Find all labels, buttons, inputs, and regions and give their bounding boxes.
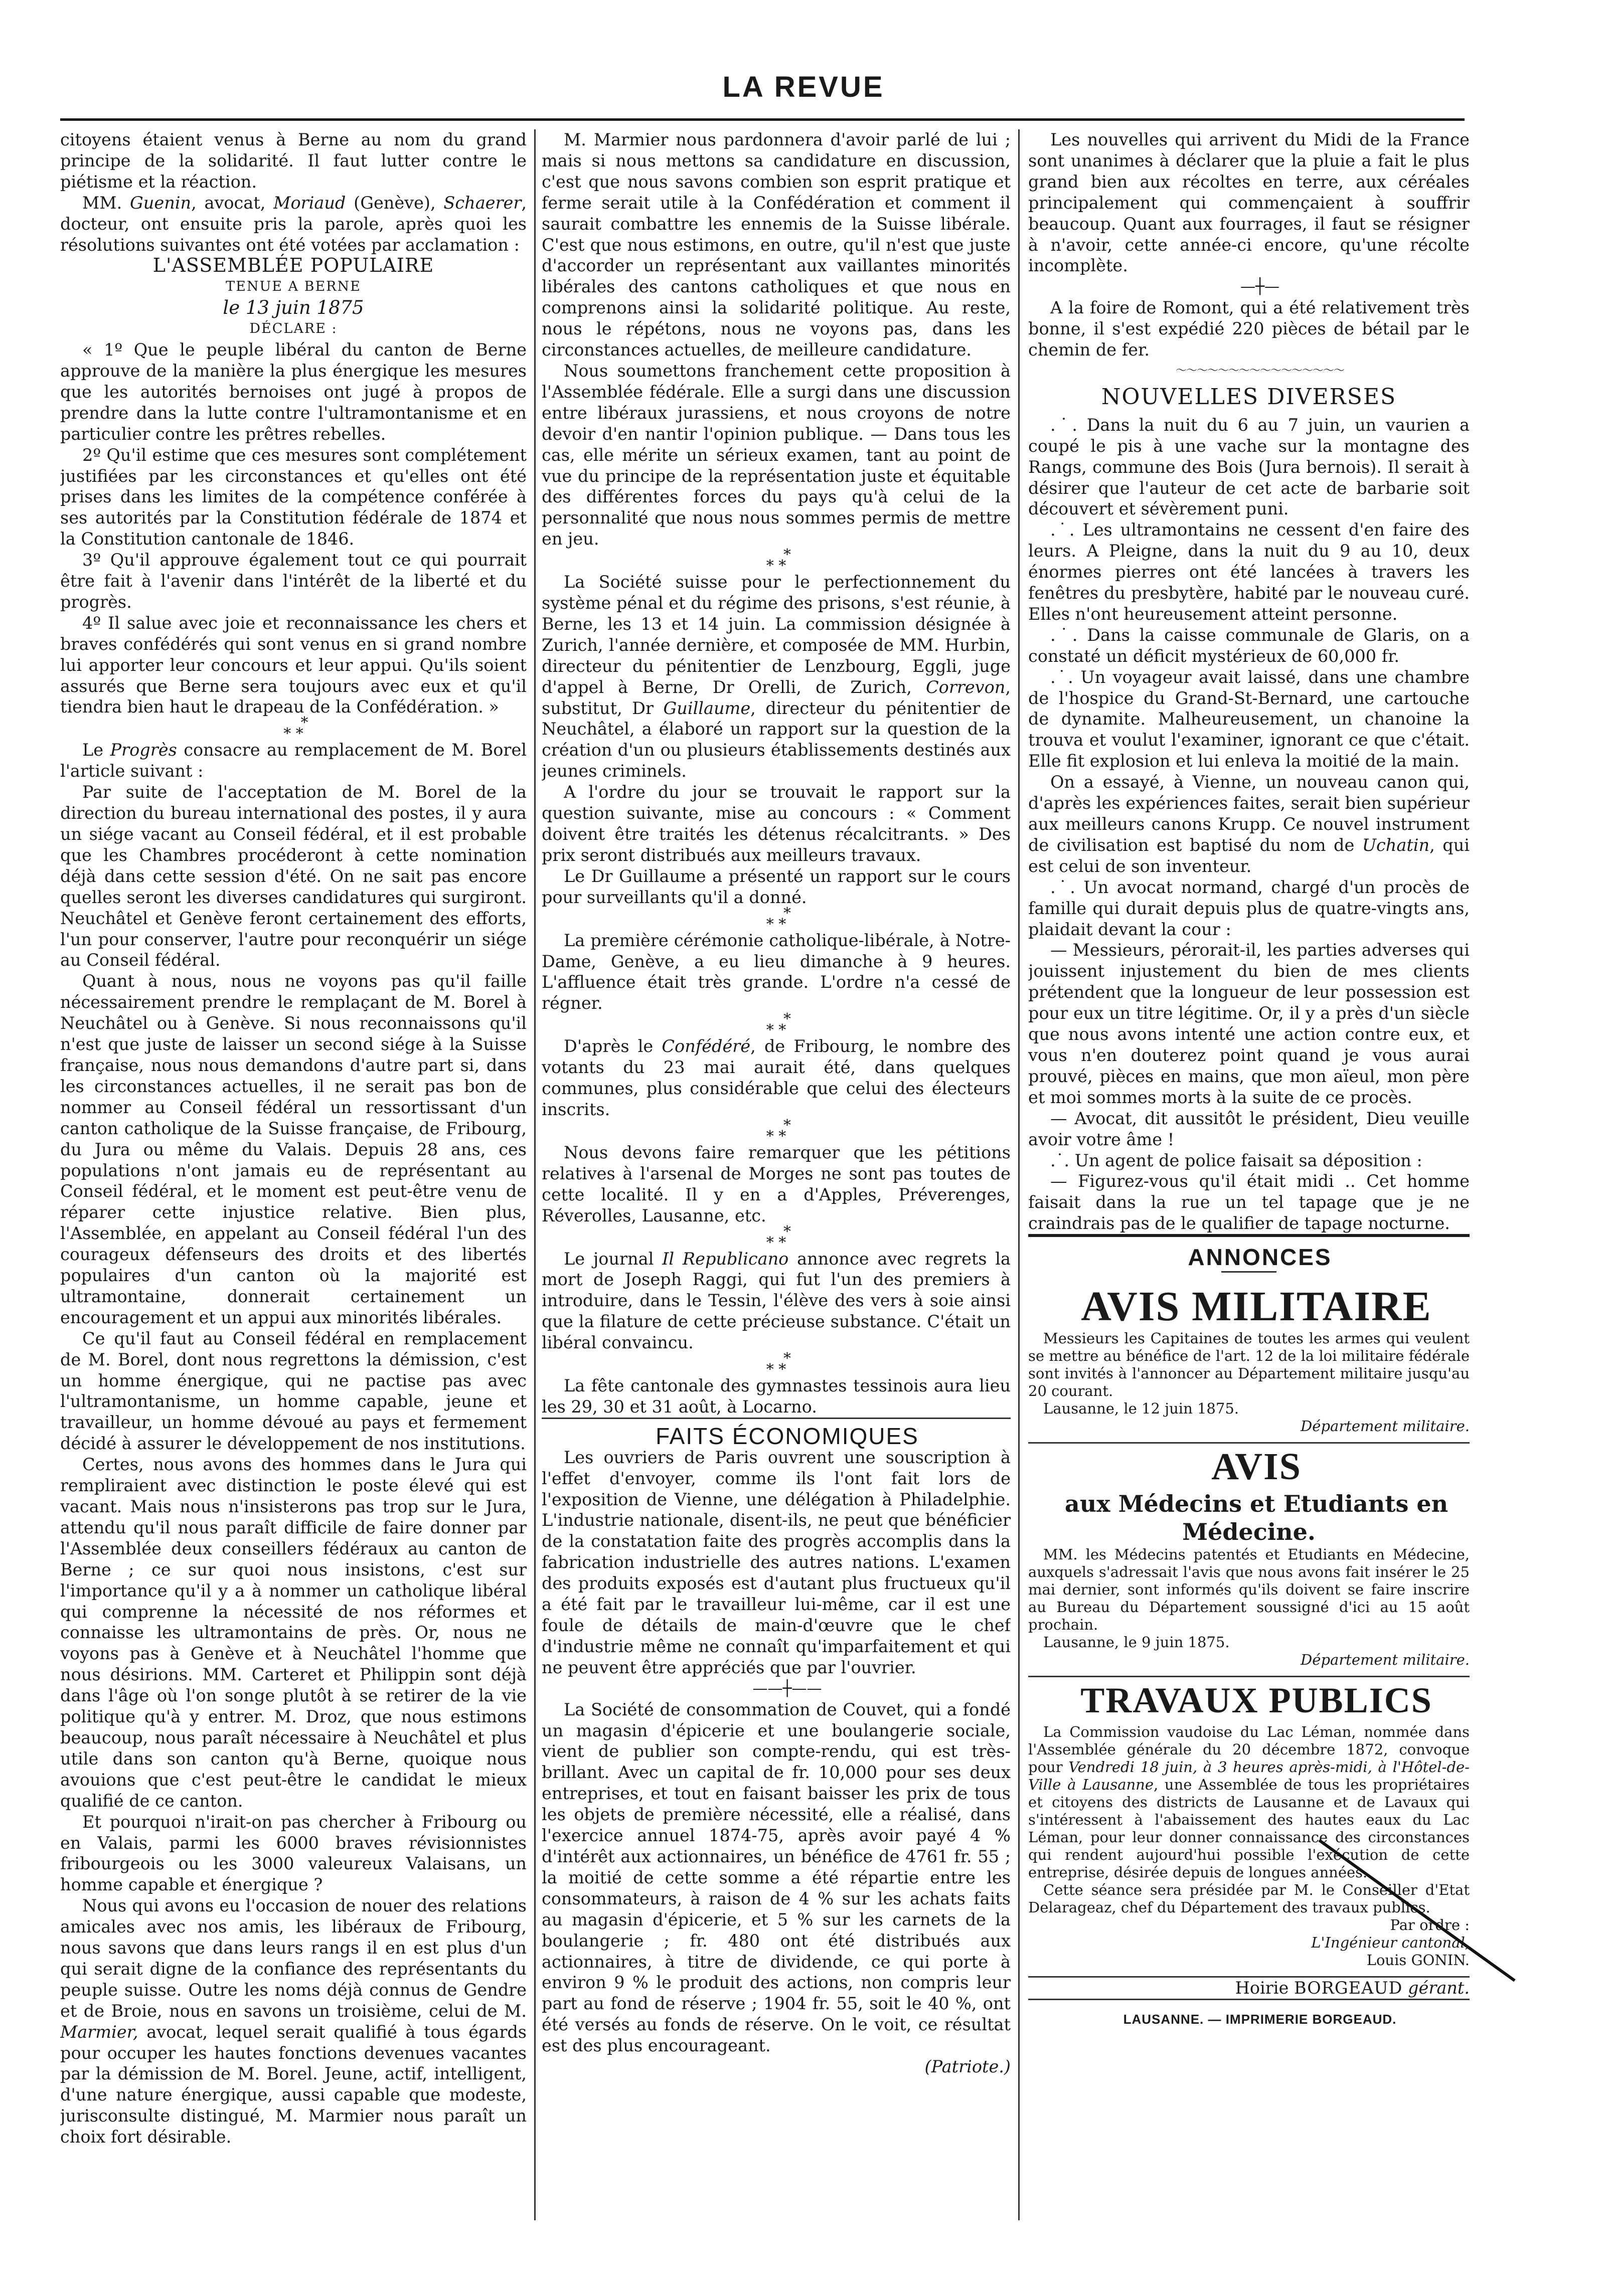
- column-rule-1: [534, 129, 536, 2220]
- assembly-declare: DÉCLARE :: [249, 321, 338, 337]
- ad-signature: Département militaire.: [1301, 1651, 1470, 1669]
- ad-signature-name: Louis GONIN.: [1366, 1952, 1470, 1969]
- news-item: — Messieurs, pérorait-il, les parties adverses qui jouissent injustement du bien de mes clients prétendent que la longueur de leur possession est pour eux un titre légitime. Or, il y a près d'un siècle que nous avons intenté une action contre eux, et vous n'en douterez point quand je vous aurai prouvé, pièces en mains, que mon aïeul, mon père et moi sommes morts à la suite de ce procès.: [1028, 940, 1470, 1107]
- article-text: M. Marmier nous pardonnera d'avoir parlé de lui ; mais si nous mettons sa candidature en discussion, c'est que nous savons combien son esprit pratique et ferme serait utile à la Confédération et comment il saurait combattre les ennemis de la Suisse libérale. C'est que nous estimons, en outre, qu'il n'est que juste d'accorder un représentant aux vaillantes minorités libérales des cantons catholiques et que nous en comprenons ainsi la solidarité politique. Au reste, nous le répétons, nous ne voyons pas, dans les circonstances actuelles, de meilleure candidature.: [542, 130, 1011, 360]
- ad-title: AVIS: [1211, 1446, 1302, 1488]
- section-title-faits-economiques: FAITS ÉCONOMIQUES: [542, 1418, 1011, 1447]
- ad-text: Messieurs les Capitaines de toutes les armes qui veulent se mettre au bénéfice de l'art. 12 de la loi militaire fédérale sont invités à l'annoncer au Département militaire jusqu'au 20 courant.: [1028, 1330, 1470, 1400]
- article-text: La Société suisse pour le perfectionnement du système pénal et du régime des prisons, s'est réunie, à Berne, les 13 et 14 juin. La commission désignée à Zurich, l'année dernière, et composée de MM. Hurbin, directeur du pénitentier de Lenzbourg, Eggli, juge d'appel à Berne, Dr Orelli, de Zurich, Correvon, substitut, Dr Guillaume, directeur du pénitentier de Neuchâtel, a élaboré un rapport sur la question de la création d'un ou plusieurs établissements destinés aux jeunes criminels.: [542, 572, 1011, 781]
- ad-text: Cette séance sera présidée par M. le Conseiller d'Etat Delarageaz, chef du Département des travaux publics.: [1028, 1881, 1470, 1916]
- asterism: * * *: [766, 1350, 791, 1379]
- ad-date: Lausanne, le 12 juin 1875.: [1043, 1400, 1239, 1418]
- ad-title: AVIS MILITAIRE: [1081, 1283, 1432, 1330]
- ad-avis-militaire: [1028, 1284, 1470, 1435]
- news-item: — Figurez-vous qu'il était midi .. Cet homme faisait dans la rue un tel tapage que je ne craindrais pas de le qualifier de tapage nocturne.: [1028, 1171, 1470, 1233]
- article-text: A la foire de Romont, qui a été relativement très bonne, il s'est expédié 220 pièces de bétail par le chemin de fer.: [1028, 298, 1470, 360]
- annonces-title: ANNONCES: [1028, 1234, 1470, 1268]
- article-text: La Société de consommation de Couvet, qui a fondé un magasin d'épicerie et une boulangerie sociale, vient de publier son compte-rendu, qui est très-brillant. Avec un capital de fr. 10,000 pour ses deux entreprises, et tout en faisant baisser les prix de tous les objets de première nécessité, elle a réalisé, dans l'exercice annuel 1874-75, après avoir payé 4 % d'intérêt aux actionnaires, un bénéfice de 4761 fr. 55 ; la moitié de cette somme a été répartie entre les consommateurs, à raison de 4 % sur les achats faits au magasin d'épicerie, et 5 % sur les carnets de la boulangerie ; fr. 480 ont été distribués aux actionnaires, à titre de dividende, ce qui porte à environ 9 % le produit des actions, non compris leur part au fond de réserve ; 1904 fr. 55, soit le 40 %, ont été versés au fonds de réserve. On le voit, ce résultat est des plus encourageant.: [542, 1699, 1011, 2056]
- ad-text: MM. les Médecins patentés et Etudiants en Médecine, auxquels s'adressait l'avis que nous avons fait insérer le 25 mai dernier, sont informés qu'ils doivent se faire inscrire au Bureau du Département soussigné d'ici au 15 août prochain.: [1028, 1546, 1470, 1634]
- resolution: 3º Qu'il approuve également tout ce qui pourrait être fait à l'avenir dans l'intérêt de la liberté et du progrès.: [60, 550, 527, 612]
- column-rule-2: [1018, 129, 1020, 2220]
- annonces-rule: [1221, 1271, 1276, 1273]
- asterism: * * *: [283, 714, 308, 743]
- article-text: MM. Guenin, avocat, Moriaud (Genève), Schaerer, docteur, ont ensuite pris la parole, après quoi les résolutions suivantes ont été votées par acclamation :: [60, 193, 527, 255]
- article-text: A l'ordre du jour se trouvait le rapport sur la question suivante, mise au concours : « Comment doivent être traités les détenus récalcitrants. » Des prix seront distribués aux meilleurs travaux.: [542, 782, 1011, 865]
- article-text: Par suite de l'acceptation de M. Borel de la direction du bureau international des postes, il y aura un siége vacant au Conseil fédéral, et il est probable que les Chambres procéderont à cette nomination déjà dans cette session d'été. On ne sait pas encore quelles seront les diverses candidatures qui surgiront. Neuchâtel et Genève feront certainement des efforts, l'un pour conserver, l'autre pour reconquérir un siége au Conseil fédéral.: [60, 782, 527, 970]
- article-text: Le Dr Guillaume a présenté un rapport sur le cours pour surveillants qu'il a donné.: [542, 866, 1011, 907]
- news-item: — Avocat, dit aussitôt le président, Dieu veuille avoir votre âme !: [1028, 1108, 1470, 1149]
- ad-signature: Département militaire.: [1301, 1418, 1470, 1435]
- article-text: Le Progrès consacre au remplacement de M. Borel l'article suivant :: [60, 740, 527, 781]
- ad-title: TRAVAUX PUBLICS: [1080, 1680, 1432, 1721]
- article-text: Certes, nous avons des hommes dans le Jura qui rempliraient avec distinction le poste élevé qui est vacant. Mais nous n'insisterons pas trop sur le Jura, attendu qu'il nous paraît difficile de faire donner par l'Assemblée deux conseillers fédéraux au canton de Berne ; ce sur quoi nous insistons, c'est sur l'importance qu'il y a à nommer un catholique libéral qui comprenne la nécessité de nos réformes et connaisse les ultramontains de près. Or, nous ne voyons pas à Genève et à Neuchâtel l'homme que nous désirions. MM. Carteret et Philippin sont déjà dans l'âge où l'on songe plutôt à se retirer de la vie politique qu'à y entrer. M. Droz, que nous estimons beaucoup, nous paraît nécessaire à Neuchâtel et plus utile dans son canton qu'à Berne, quoique nous avouions que c'est peut-être le candidat le mieux qualifié de ce canton.: [60, 1455, 527, 1811]
- article-text: La première cérémonie catholique-libérale, à Notre-Dame, Genève, a eu lieu dimanche à 9 heures. L'affluence était très grande. L'ordre n'a cessé de régner.: [542, 930, 1011, 1013]
- ornament-divider: —┼—: [1240, 278, 1280, 296]
- assembly-date: le 13 juin 1875: [223, 297, 364, 319]
- resolution: 2º Qu'il estime que ces mesures sont complétement justifiées par les circonstances et qu'elles ont été prises dans les limites de la compétence conférée à ses autorités par la Constitution fédérale de 1874 et la Constitution cantonale de 1846.: [60, 445, 527, 549]
- asterism: * * *: [766, 1222, 791, 1252]
- ad-date: Lausanne, le 9 juin 1875.: [1043, 1634, 1230, 1651]
- wavy-divider: ～～～～～～～～～～～～～～～～: [1175, 364, 1344, 377]
- article-text: Nous devons faire remarquer que les pétitions relatives à l'arsenal de Morges ne sont pas toutes de cette localité. Il y en a d'Apples, Préverenges, Réverolles, Lausanne, etc.: [542, 1142, 1011, 1225]
- article-text: Et pourquoi n'irait-on pas chercher à Fribourg ou en Valais, parmi les 6000 braves révisionnistes fribourgeois ou les 3000 valeureux Valaisans, un homme capable et énergique ?: [60, 1812, 527, 1895]
- news-item: .˙. Un voyageur avait laissé, dans une chambre de l'hospice du Grand-St-Bernard, une cartouche de dynamite. Malheureusement, un chanoine la trouva et voulut l'examiner, ignorant ce que c'était. Elle fit explosion et lui enleva la moitié de la main.: [1028, 667, 1470, 771]
- column-2: [542, 129, 1011, 2220]
- news-item: .˙. Dans la nuit du 6 au 7 juin, un vaurien a coupé le pis à une vache sur la montagne des Rangs, commune des Bois (Jura bernois). Il serait à désirer que l'auteur de cet acte de barbarie soit découvert et sévèrement puni.: [1028, 415, 1470, 519]
- news-item: .˙. Les ultramontains ne cessent d'en faire des leurs. A Pleigne, dans la nuit du 9 au 10, deux énormes pierres ont été lancées à travers les fenêtres du presbytère, habité par le nouveau curé. Elles n'ont heureusement atteint personne.: [1028, 520, 1470, 624]
- ornament-divider: ——┼——: [752, 1679, 822, 1697]
- article-text: Le journal Il Republicano annonce avec regrets la mort de Joseph Raggi, qui fut l'un des premiers à introduire, dans le Tessin, l'élève des vers à soie ainsi que la filature de cette précieuse substance. C'était un libéral convaincu.: [542, 1249, 1011, 1353]
- source-credit: (Patriote.): [924, 2057, 1011, 2077]
- news-item: .˙. Un agent de police faisait sa déposition :: [1050, 1150, 1422, 1170]
- gerant-line: Hoirie BORGEAUD gérant.: [1235, 1978, 1470, 1998]
- ad-signature: L'Ingénieur cantonal,: [1311, 1934, 1470, 1952]
- assembly-title: L'ASSEMBLÉE POPULAIRE: [152, 254, 434, 277]
- ad-subtitle: aux Médecins et Etudiants en Médecine.: [1064, 1490, 1449, 1546]
- article-text: Quant à nous, nous ne voyons pas qu'il faille nécessairement prendre le remplaçant de M. Borel à Neuchâtel ou à Genève. Si nous reconnaissons qu'il n'est que juste de laisser un second siége à la Suisse française, nous nous demandons d'autre part si, dans les circonstances actuelles, il ne serait pas bon de nommer au Conseil fédéral un ressortissant d'un canton catholique de la Suisse française, de Fribourg, du Jura ou même du Valais. Depuis 28 ans, ces populations n'ont jamais eu de représentant au Conseil fédéral, et le moment est peut-être venu de réparer cette injustice relative. Bien plus, l'Assemblée, en appelant au Conseil fédéral l'un des courageux défenseurs des droits et des libertés populaires d'un canton où la majorité est ultramontaine, donnerait certainement un encouragement et un appui aux minorités libérales.: [60, 971, 527, 1327]
- assembly-subtitle: TENUE A BERNE: [226, 279, 361, 295]
- asterism: * * *: [766, 1010, 791, 1039]
- news-item: On a essayé, à Vienne, un nouveau canon qui, d'après les expériences faites, serait bien supérieur aux meilleurs canons Krupp. Ce nouvel instrument de civilisation est baptisé du nom de Uchatin, qui est celui de son inventeur.: [1028, 772, 1470, 876]
- article-text: Les nouvelles qui arrivent du Midi de la France sont unanimes à déclarer que la pluie a fait le plus grand bien aux récoltes en terre, aux céréales principalement qui commençaient à souffrir beaucoup. Quant aux fourrages, il faut se résigner à n'avoir, cette année-ci encore, qu'une récolte incomplète.: [1028, 130, 1470, 276]
- resolution: « 1º Que le peuple libéral du canton de Berne approuve de la manière la plus énergique les mesures que les autorités bernoises ont jugé à propos de prendre dans la lutte contre l'ultramontanisme et en particulier contre les prêtres rebelles.: [60, 340, 527, 444]
- news-item: .˙. Un avocat normand, chargé d'un procès de famille qui durait depuis plus de quatre-vingts ans, plaidait devant la cour :: [1028, 877, 1470, 939]
- article-text: Nous qui avons eu l'occasion de nouer des relations amicales avec nos amis, les libéraux de Fribourg, nous savons que dans leurs rangs il en est plus d'un qui serait digne de la confiance des représentants du peuple suisse. Outre les noms déjà connus de Gendre et de Broie, nous en savons un troisième, celui de M. Marmier, avocat, lequel serait qualifié à tous égards pour occuper les hautes fonctions devenues vacantes par la démission de M. Borel. Jeune, actif, intelligent, d'une nature énergique, aussi capable que modeste, jurisconsulte distingué, M. Marmier nous paraît un choix fort désirable.: [60, 1896, 527, 2147]
- ad-text: La Commission vaudoise du Lac Léman, nommée dans l'Assemblée générale du 20 décembre 1872, convoque pour Vendredi 18 juin, à 3 heures après-midi, à l'Hôtel-de-Ville à Lausanne, une Assemblée de tous les propriétaires et citoyens des districts de Lausanne et de Lavaux qui s'intéressent à l'abaissement des hautes eaux du Lac Léman, pour leur donner connaissance des circonstances qui rendent aujourd'hui possible l'exécution de cette entreprise, désirée depuis de longues années.: [1028, 1723, 1470, 1881]
- asterism: * * *: [766, 1116, 791, 1145]
- news-item: .˙. Dans la caisse communale de Glaris, on a constaté un déficit mystérieux de 60,000 fr.: [1028, 625, 1470, 666]
- masthead-title: LA REVUE: [722, 71, 885, 103]
- ad-order: Par ordre :: [1390, 1916, 1470, 1934]
- asterism: * * *: [766, 546, 791, 575]
- article-text: Ce qu'il faut au Conseil fédéral en remplacement de M. Borel, dont nous regrettons la démission, c'est un homme énergique, qui ne pactise pas avec l'ultramontanisme, un homme capable, jeune et travailleur, un homme dévoué au pays et fermement décidé à assurer le développement de nos institutions.: [60, 1328, 527, 1454]
- article-text: La fête cantonale des gymnastes tessinois aura lieu les 29, 30 et 31 août, à Locarno.: [542, 1376, 1011, 1417]
- section-title-nouvelles-diverses: NOUVELLES DIVERSES: [1101, 384, 1397, 410]
- article-text: Les ouvriers de Paris ouvrent une souscription à l'effet d'envoyer, comme ils l'ont fait lors de l'exposition de Vienne, une délégation à Philadelphie. L'industrie nationale, disent-ils, ne peut que bénéficier de la constatation faite des progrès accomplis dans la fabrication industrielle des autres nations. L'examen des produits exposés est d'autant plus fructueux qu'il a été fait par le travailleur lui-même, car il est une foule de détails de main-d'œuvre que le chef d'industrie même ne connaît qu'imparfaitement et qui ne peuvent être appréciés que par l'ouvrier.: [542, 1447, 1011, 1677]
- column-1: [60, 129, 527, 2220]
- masthead-rule: [60, 118, 1465, 121]
- pen-stroke-mark: [1314, 1835, 1525, 1986]
- ad-avis-medecins: [1028, 1444, 1470, 1669]
- article-text: D'après le Confédéré, de Fribourg, le nombre des votants du 23 mai aurait été, dans quelques communes, plus considérable que celui des électeurs inscrits.: [542, 1036, 1011, 1119]
- resolution: 4º Il salue avec joie et reconnaissance les chers et braves confédérés qui sont venus en si grand nombre lui apporter leur concours et leur appui. Qu'ils soient assurés que Berne sera toujours avec eux et qu'il tiendra bien haut le drapeau de la Confédération. »: [60, 613, 527, 717]
- printer-imprint: LAUSANNE. — IMPRIMERIE BORGEAUD.: [1028, 1999, 1470, 2030]
- asterism: * * *: [766, 904, 791, 933]
- article-text: citoyens étaient venus à Berne au nom du grand principe de la solidarité. Il faut lutter contre le piétisme et la réaction.: [60, 130, 527, 192]
- article-text: Nous soumettons franchement cette proposition à l'Assemblée fédérale. Elle a surgi dans une discussion entre libéraux jurassiens, et nous croyons de notre devoir d'en nantir l'opinion publique. — Dans tous les cas, elle mérite un sérieux examen, tant au point de vue du principe de la représentation juste et équitable des différentes forces du pays qu'à celui de la personnalité que nous nous sommes permis de mettre en jeu.: [542, 361, 1011, 549]
